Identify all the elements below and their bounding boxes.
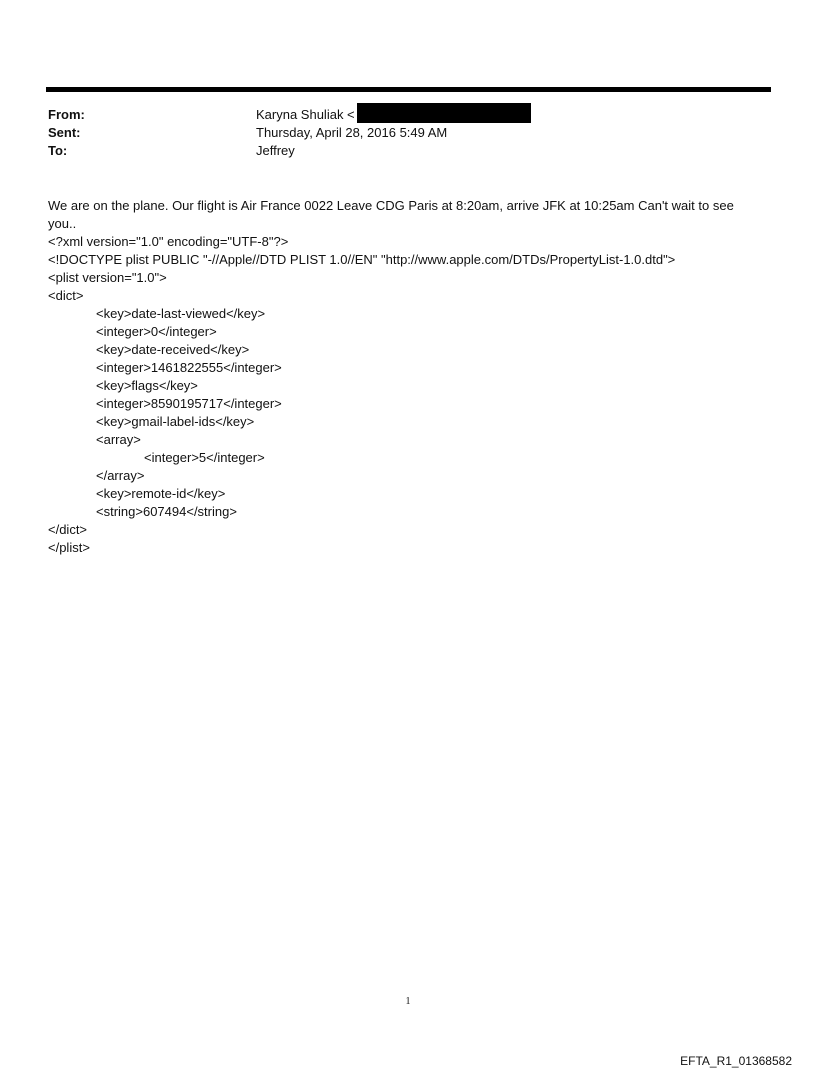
from-row [48,106,768,124]
sent-value: Thursday, April 28, 2016 5:49 AM [256,125,448,140]
xml-line-key: <key>flags</key> [96,378,198,393]
xml-line-integer: <integer>1461822555</integer> [96,360,282,375]
xml-line-dict-open: <dict> [48,288,84,303]
header-divider-rule [46,87,771,92]
sent-row [48,124,768,142]
xml-line-integer: <integer>0</integer> [96,324,217,339]
xml-line-dict-close: </dict> [48,522,88,537]
sent-label: Sent: [48,125,81,140]
from-label: From: [48,107,85,122]
xml-line-declaration: <?xml version="1.0" encoding="UTF-8"?> [48,234,289,249]
sender-name: Karyna Shuliak < [256,107,355,122]
to-row [48,142,768,160]
xml-line-key: <key>date-received</key> [96,342,250,357]
xml-line-key: <key>date-last-viewed</key> [96,306,266,321]
xml-line-array-close: </array> [96,468,145,483]
xml-line-string: <string>607494</string> [96,504,237,519]
from-value [256,106,531,124]
xml-line-key: <key>remote-id</key> [96,486,226,501]
xml-line-integer: <integer>8590195717</integer> [96,396,282,411]
to-label: To: [48,143,68,158]
document-id: EFTA_R1_01368582 [680,1054,792,1068]
xml-line-doctype: <!DOCTYPE plist PUBLIC "-//Apple//DTD PLIST 1.0//EN" "http://www.apple.com/DTDs/PropertyList-1.0.dtd"> [48,252,676,267]
email-body [48,197,758,557]
message-text: We are on the plane. Our flight is Air France 0022 Leave CDG Paris at 8:20am, arrive JFK at 10:25am Can't wait to see you.. [48,198,734,231]
xml-line-plist-close: </plist> [48,540,90,555]
redaction-box [357,103,531,123]
email-header [48,106,768,160]
to-value: Jeffrey [256,143,295,158]
xml-line-key: <key>gmail-label-ids</key> [96,414,255,429]
xml-line-array-open: <array> [96,432,141,447]
xml-line-integer: <integer>5</integer> [144,450,265,465]
xml-line-plist-open: <plist version="1.0"> [48,270,167,285]
page-number: 1 [405,996,411,1007]
